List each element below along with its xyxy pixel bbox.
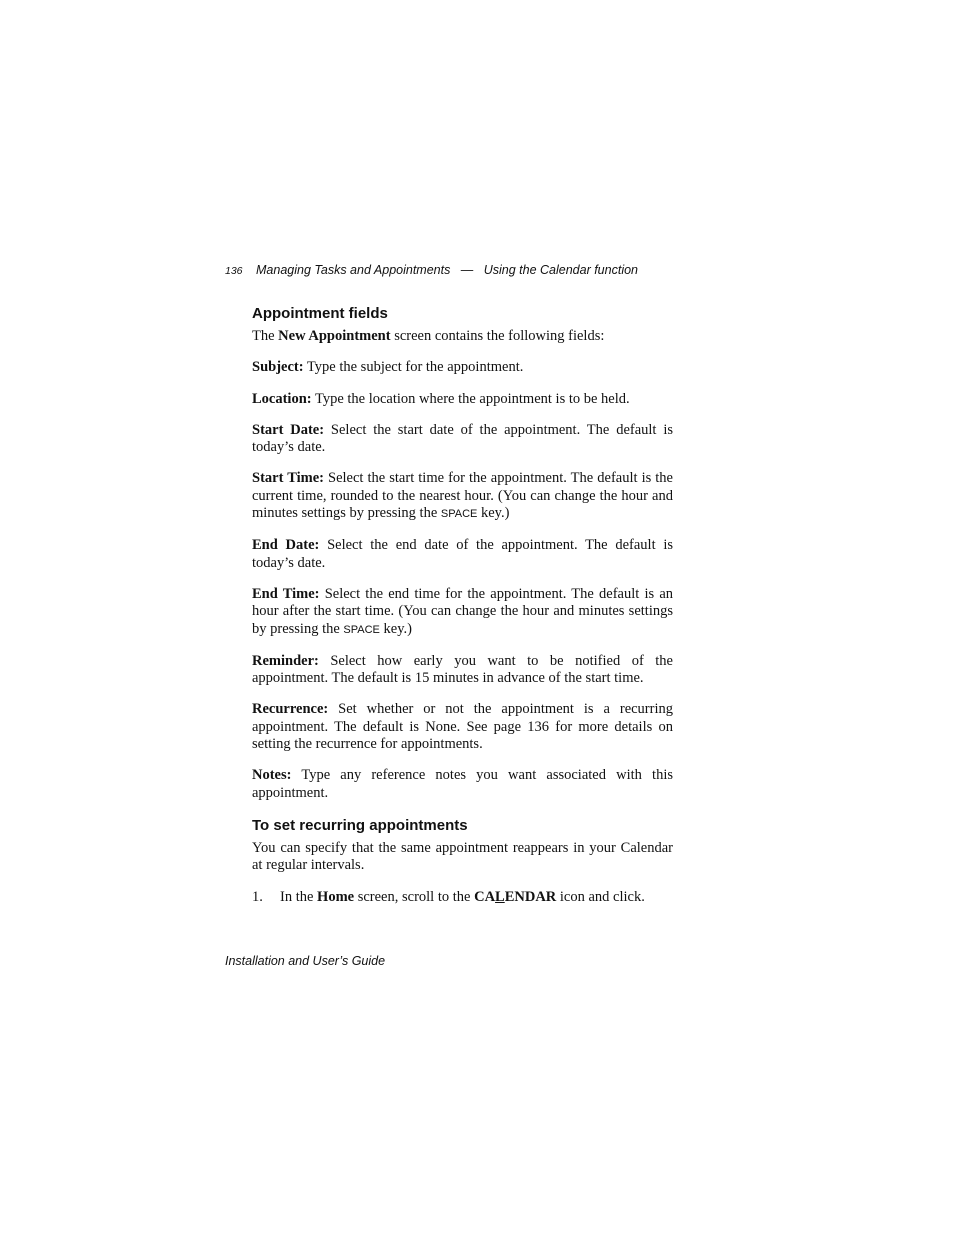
field-start-time: Start Time: Select the start time for the appointment. The default is the current time, rounded to the nearest hour. (You can change the hour and minutes settings by pressing the SPACE key.) [252, 470, 673, 522]
appointment-fields-heading: Appointment fields [252, 305, 388, 322]
running-header [225, 263, 638, 277]
space-key: SPACE [440, 508, 478, 521]
field-subject: Subject: Type the subject for the appointment. [252, 359, 524, 376]
field-reminder: Reminder: Select how early you want to be notified of the appointment. The default is 15 minutes in advance of the start time. [252, 652, 673, 687]
field-recurrence: Recurrence: Set whether or not the appointment is a recurring appointment. The default is None. See page 136 for more details on setting the recurrence for appointments. [252, 701, 673, 753]
field-end-date: End Date: Select the end date of the appointment. The default is today’s date. [252, 537, 674, 571]
list-item: 1. In the Home screen, scroll to the CALENDAR icon and click. [252, 888, 645, 905]
page-footer: Installation and User’s Guide [225, 954, 386, 968]
field-end-time: End Time: Select the end time for the appointment. The default is an hour after the start time. (You can change the hour and minutes settings by pressing the SPACE key.) [252, 585, 673, 637]
header-separator: — [460, 263, 474, 277]
calendar-label: CALENDAR [474, 888, 557, 905]
field-notes: Notes: Type any reference notes you want associated with this appointment. [252, 767, 673, 801]
recurring-intro: You can specify that the same appointment reappears in your Calendar at regular intervals. [252, 839, 673, 874]
field-location: Location: Type the location where the appointment is to be held. [252, 390, 630, 407]
section-title: Using the Calendar function [483, 263, 638, 277]
step-number: 1. [252, 888, 263, 905]
appointment-fields-intro: The New Appointment screen contains the following fields: [252, 328, 605, 344]
running-title: Managing Tasks and Appointments [256, 263, 451, 277]
recurring-steps [252, 889, 673, 906]
field-start-date: Start Date: Select the start date of the appointment. The default is today’s date. [252, 421, 673, 456]
page-number: 136 [225, 265, 243, 277]
recurring-heading: To set recurring appointments [252, 816, 468, 834]
page-body [252, 304, 673, 906]
space-key: SPACE [343, 623, 380, 636]
